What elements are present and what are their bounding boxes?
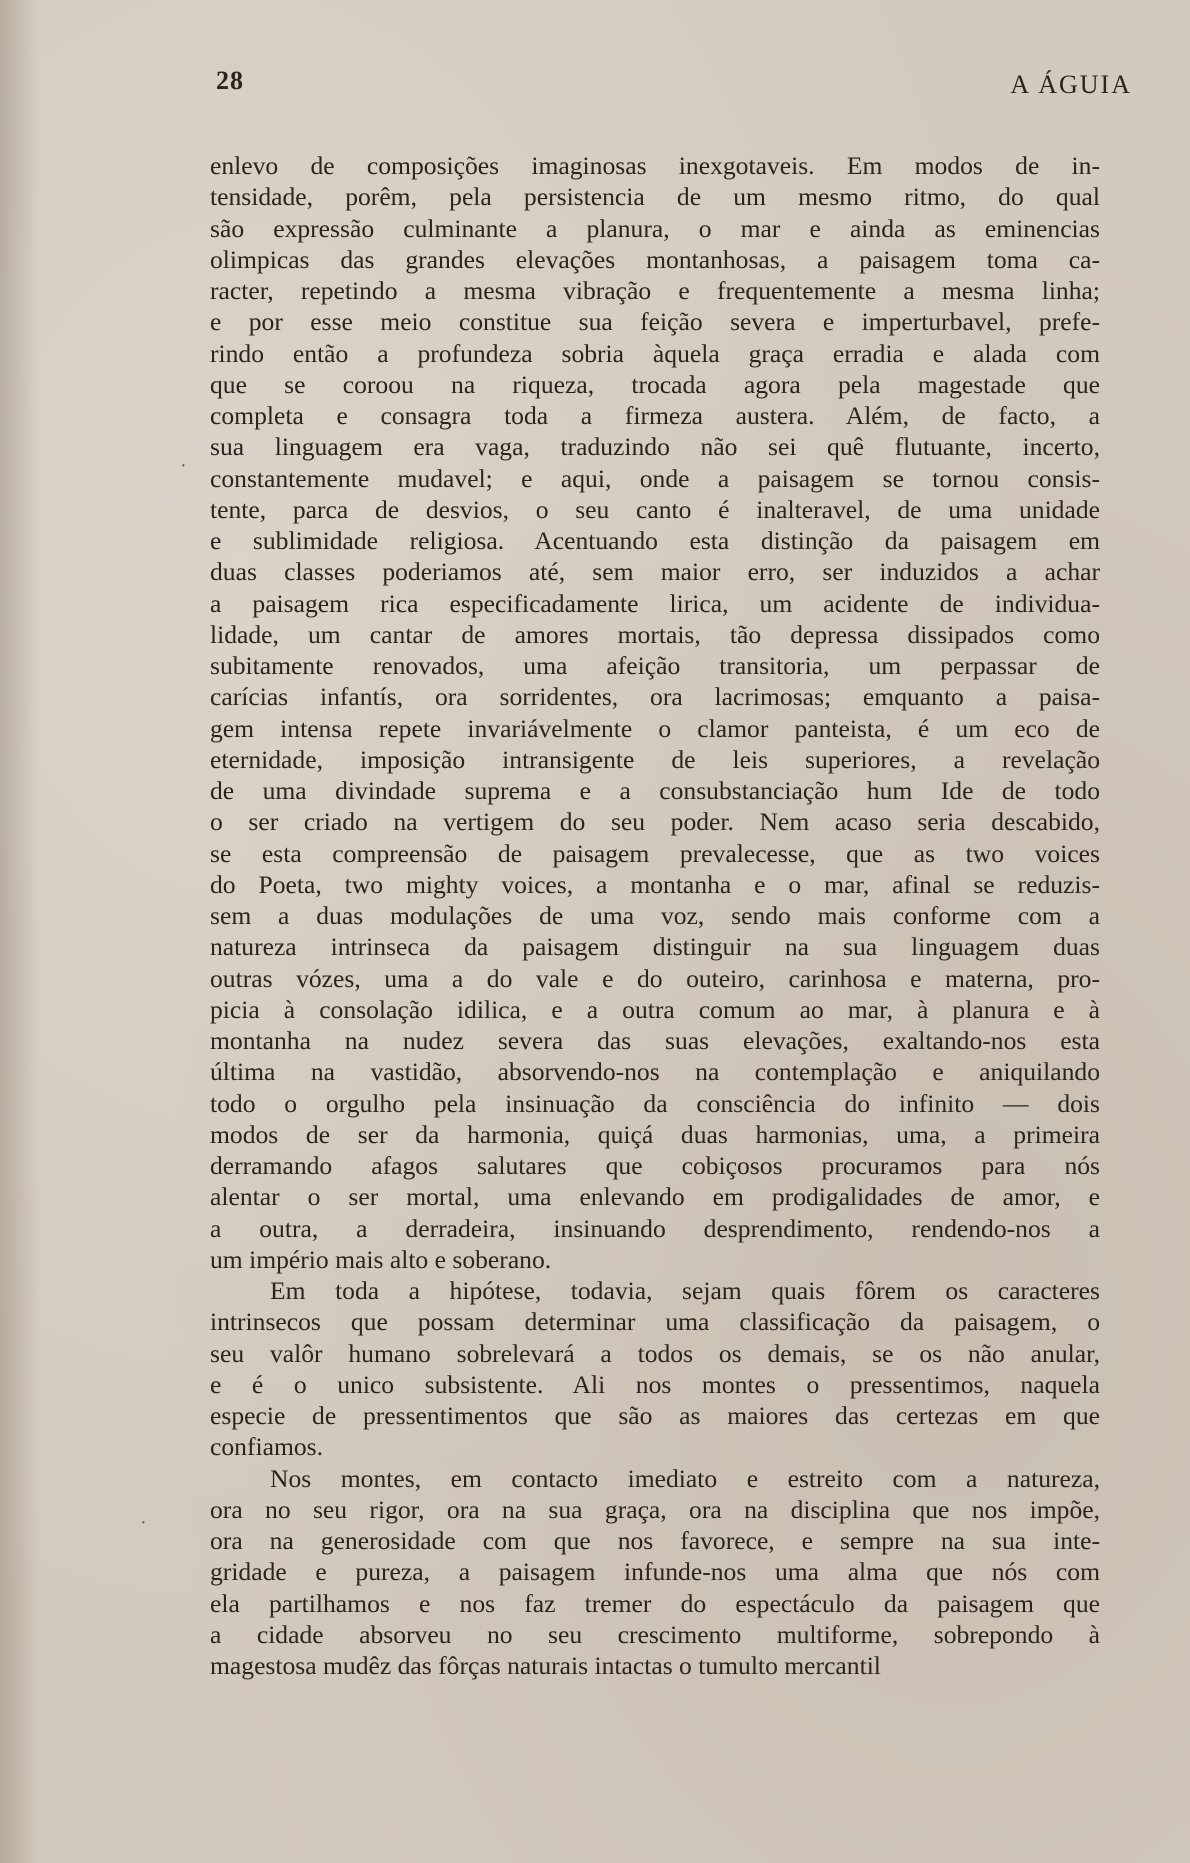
text-line: de uma divindade suprema e a consubstanciação hum Ide de todo <box>210 776 1100 805</box>
page-edge-shadow <box>0 0 40 1863</box>
text-line: racter, repetindo a mesma vibração e frequentemente a mesma linha; <box>210 276 1100 305</box>
text-line: que se coroou na riqueza, trocada agora pela magestade que <box>210 369 1100 399</box>
text-line: um império mais alto e soberano. <box>210 1244 552 1274</box>
text-line: montanha na nudez severa das suas elevações, exaltando-nos esta <box>210 1026 1100 1055</box>
text-line: seu valôr humano sobrelevará a todos os demais, se os não anular, <box>210 1338 1100 1368</box>
text-line: a cidade absorveu no seu crescimento multiforme, sobrepondo à <box>210 1619 1100 1649</box>
text-line: a paisagem rica especificadamente lirica, um acidente de individua- <box>210 588 1100 618</box>
text-line: e é o unico subsistente. Ali nos montes o pressentimos, naquela <box>210 1369 1100 1399</box>
text-line: enlevo de composições imaginosas inexgotaveis. Em modos de in- <box>210 151 1100 180</box>
text-line: tensidade, porêm, pela persistencia de um mesmo ritmo, do qual <box>210 182 1100 212</box>
text-line: modos de ser da harmonia, quiçá duas harmonias, uma, a primeira <box>210 1119 1100 1149</box>
text-line: rindo então a profundeza sobria àquela graça erradia e alada com <box>210 338 1100 368</box>
paragraph <box>210 1275 1100 1463</box>
text-line: sem a duas modulações de uma voz, sendo mais conforme com a <box>210 901 1100 930</box>
text-line: ora na generosidade com que nos favorece, e sempre na sua inte- <box>210 1526 1100 1555</box>
text-line: confiamos. <box>210 1432 324 1462</box>
text-line: derramando afagos salutares que cobiçosos procuramos para nós <box>210 1151 1100 1180</box>
text-line: se esta compreensão de paisagem prevalecesse, que as two voices <box>210 838 1100 868</box>
text-line: duas classes poderiamos até, sem maior erro, ser induzidos a achar <box>210 557 1100 587</box>
text-line: e por esse meio constitue sua feição severa e imperturbavel, prefe- <box>210 307 1100 337</box>
text-line: picia à consolação idilica, e a outra comum ao mar, à planura e à <box>210 994 1100 1024</box>
text-line: gridade e pureza, a paisagem infunde-nos uma alma que nós com <box>210 1557 1100 1587</box>
text-line: ela partilhamos e nos faz tremer do espectáculo da paisagem que <box>210 1588 1100 1618</box>
text-line: são expressão culminante a planura, o mar e ainda as eminencias <box>210 213 1100 243</box>
text-line: intrinsecos que possam determinar uma classificação da paisagem, o <box>210 1307 1100 1337</box>
text-line: constantemente mudavel; e aqui, onde a paisagem se tornou consis- <box>210 463 1100 493</box>
text-line: magestosa mudêz das fôrças naturais intactas o tumulto mercantil <box>210 1651 881 1680</box>
paragraph <box>210 150 1100 1275</box>
paragraph <box>210 1463 1100 1682</box>
text-line: especie de pressentimentos que são as maiores das certezas em que <box>210 1401 1100 1430</box>
margin-speck: · <box>140 1512 147 1534</box>
page-number: 28 <box>216 66 244 95</box>
text-line: eternidade, imposição intransigente de leis superiores, a revelação <box>210 744 1100 774</box>
text-line: o ser criado na vertigem do seu poder. Nem acaso seria descabido, <box>210 807 1100 837</box>
text-line: última na vastidão, absorvendo-nos na contemplação e aniquilando <box>210 1057 1100 1087</box>
text-line: todo o orgulho pela insinuação da consciência do infinito — dois <box>210 1088 1100 1118</box>
text-line: outras vózes, uma a do vale e do outeiro, carinhosa e materna, pro- <box>210 963 1100 993</box>
text-line: olimpicas das grandes elevações montanhosas, a paisagem toma ca- <box>210 244 1100 274</box>
text-line: alentar o ser mortal, uma enlevando em prodigalidades de amor, e <box>210 1182 1100 1212</box>
body-text <box>210 150 1100 1681</box>
text-line: lidade, um cantar de amores mortais, tão depressa dissipados como <box>210 619 1100 649</box>
text-line: subitamente renovados, uma afeição transitoria, um perpassar de <box>210 651 1100 680</box>
running-title: A ÁGUIA <box>1010 70 1132 99</box>
text-line: ora no seu rigor, ora na sua graça, ora na disciplina que nos impõe, <box>210 1494 1100 1524</box>
text-line: natureza intrinseca da paisagem distinguir na sua linguagem duas <box>210 932 1100 962</box>
text-line: sua linguagem era vaga, traduzindo não sei quê flutuante, incerto, <box>210 432 1100 462</box>
text-line: carícias infantís, ora sorridentes, ora lacrimosas; emquanto a paisa- <box>210 682 1100 712</box>
text-line: a outra, a derradeira, insinuando desprendimento, rendendo-nos a <box>210 1213 1100 1243</box>
text-line: Nos montes, em contacto imediato e estreito com a natureza, <box>270 1463 1100 1493</box>
text-line: Em toda a hipótese, todavia, sejam quais fôrem os caracteres <box>270 1276 1100 1305</box>
text-line: completa e consagra toda a firmeza austera. Além, de facto, a <box>210 401 1100 430</box>
text-line: e sublimidade religiosa. Acentuando esta distinção da paisagem em <box>210 526 1100 555</box>
margin-speck: · <box>180 455 187 477</box>
text-line: tente, parca de desvios, o seu canto é inalteravel, de uma unidade <box>210 494 1100 524</box>
page-header <box>216 66 1142 106</box>
text-line: gem intensa repete invariávelmente o clamor panteista, é um eco de <box>210 713 1100 743</box>
text-line: do Poeta, two mighty voices, a montanha e o mar, afinal se reduzis- <box>210 869 1100 899</box>
